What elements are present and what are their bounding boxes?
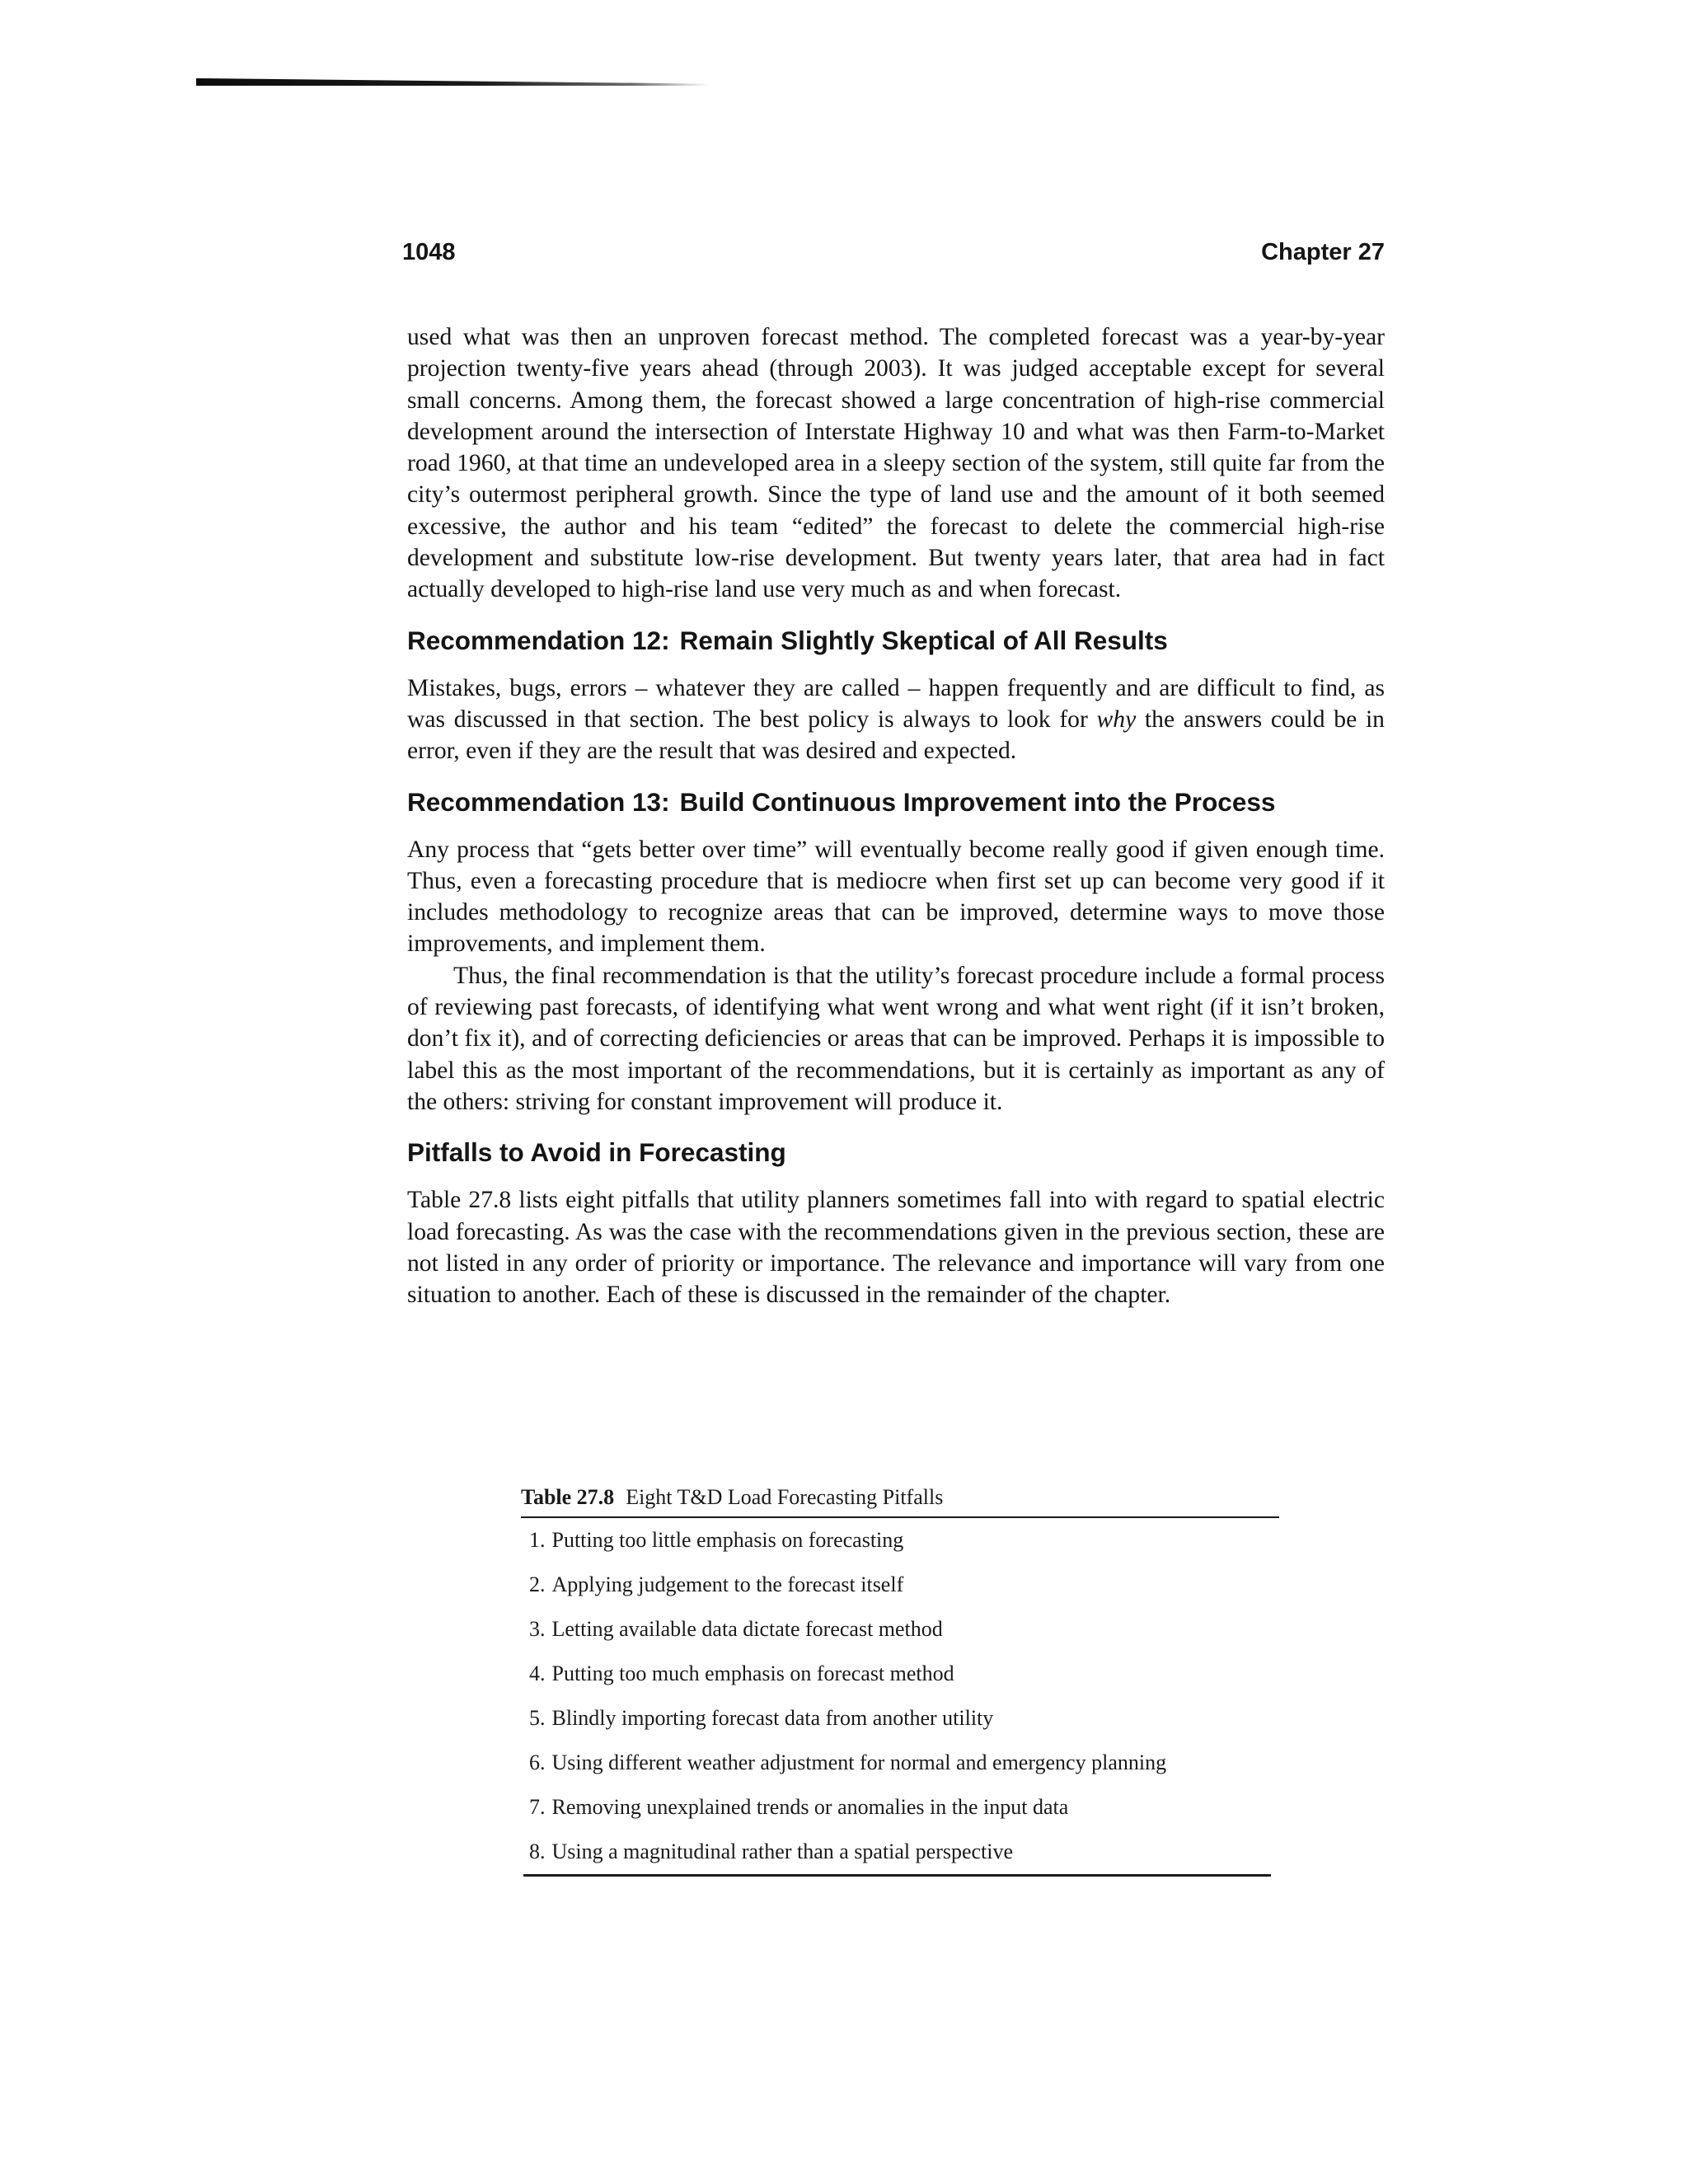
list-item — [521, 1563, 1279, 1607]
item-number: 3. — [529, 1617, 546, 1641]
item-text: Letting available data dictate forecast method — [551, 1617, 943, 1641]
item-number: 2. — [529, 1572, 546, 1596]
list-item — [521, 1607, 1279, 1652]
list-item — [521, 1652, 1279, 1696]
item-text: Putting too little emphasis on forecasting — [551, 1528, 904, 1552]
recommendation-12-text-start: Mistakes, bugs, errors – whatever they are called – happen frequently and are difficult to find, as was discussed in that section. The best policy is always to look for — [407, 674, 1385, 733]
table-title: Eight T&D Load Forecasting Pitfalls — [626, 1485, 944, 1509]
item-text: Using a magnitudinal rather than a spatial perspective — [551, 1840, 1014, 1863]
pitfalls-heading: Pitfalls to Avoid in Forecasting — [407, 1137, 786, 1168]
item-number: 4. — [529, 1661, 546, 1685]
recommendation-12-text-end: the answers could be in error, even if they are the result that was desired and expected. — [407, 705, 1385, 765]
page-number: 1048 — [402, 239, 456, 265]
item-text: Removing unexplained trends or anomalies in the input data — [551, 1795, 1069, 1819]
chapter-label: Chapter 27 — [1261, 239, 1385, 265]
item-text: Using different weather adjustment for normal and emergency planning — [551, 1750, 1167, 1774]
recommendation-12-number: Recommendation 12: — [407, 625, 670, 655]
pitfall-list — [521, 1518, 1279, 1874]
list-item — [521, 1830, 1279, 1874]
running-head — [402, 239, 1385, 272]
item-number: 1. — [529, 1528, 546, 1552]
recommendation-13-paragraph-2: Thus, the final recommendation is that the utility’s forecast procedure include a formal process of reviewing past forecasts, of identifying what went wrong and what went right (if it isn’t broken, don’t fix it), and of correcting deficiencies or areas that can be improved. Perhaps it is impossible to label this as the most important of the recommendations, but it is certainly as important as any of the others: striving for constant improvement will produce it. — [407, 962, 1385, 1115]
item-number: 7. — [529, 1795, 546, 1819]
recommendation-12-paragraph — [407, 673, 1385, 767]
item-text: Applying judgement to the forecast itself — [551, 1572, 904, 1596]
list-item — [521, 1696, 1279, 1741]
table-bottom-rule — [523, 1874, 1271, 1877]
recommendation-13-heading — [407, 786, 1385, 818]
item-text: Blindly importing forecast data from another utility — [551, 1706, 994, 1730]
recommendation-13-paragraph-1: Any process that “gets better over time” will eventually become really good if given enough time. Thus, even a forecasting procedure that is mediocre when first set up can become very good if it includes methodology to recognize areas that can be improved, determine ways to move those improvements, and implement them. — [407, 836, 1385, 958]
recommendation-12-heading — [407, 625, 1385, 656]
table-label: Table 27.8 — [521, 1485, 615, 1509]
item-number: 5. — [529, 1706, 546, 1730]
pitfalls-paragraph: Table 27.8 lists eight pitfalls that utility planners sometimes fall into with regard to spatial electric load forecasting. As was the case with the recommendations given in the previous section, these are not listed in any order of priority or importance. The relevance and importance will vary from one situation to another. Each of these is discussed in the remainder of the chapter. — [407, 1187, 1385, 1309]
item-text: Putting too much emphasis on forecast method — [551, 1661, 954, 1685]
list-item — [521, 1785, 1279, 1830]
recommendation-13-number: Recommendation 13: — [407, 786, 670, 817]
recommendation-13-title: Build Continuous Improvement into the Process — [679, 786, 1276, 817]
scan-artifact-rule — [196, 76, 709, 86]
list-item — [521, 1518, 1279, 1563]
list-item — [521, 1741, 1279, 1785]
item-number: 6. — [529, 1750, 546, 1774]
recommendation-12-title: Remain Slightly Skeptical of All Results — [679, 625, 1168, 655]
pitfalls-table — [521, 1483, 1279, 1877]
item-number: 8. — [529, 1840, 546, 1863]
intro-paragraph: used what was then an unproven forecast method. The completed forecast was a year-by-year projection twenty-five years ahead (through 2003). It was judged acceptable except for several small concerns. Among them, the forecast showed a large concentration of high-rise commercial development around the intersection of Interstate Highway 10 and what was then Farm-to-Market road 1960, at that time an undeveloped area in a sleepy section of the system, still quite far from the city’s outermost peripheral growth. Since the type of land use and the amount of it both seemed excessive, the author and his team “edited” the forecast to delete the commercial high-rise development and substitute low-rise development. But twenty years later, that area had in fact actually developed to high-rise land use very much as and when forecast. — [407, 324, 1385, 603]
body-text — [407, 321, 1385, 1310]
recommendation-12-emphasis: why — [1096, 705, 1137, 733]
table-caption — [521, 1483, 1279, 1518]
